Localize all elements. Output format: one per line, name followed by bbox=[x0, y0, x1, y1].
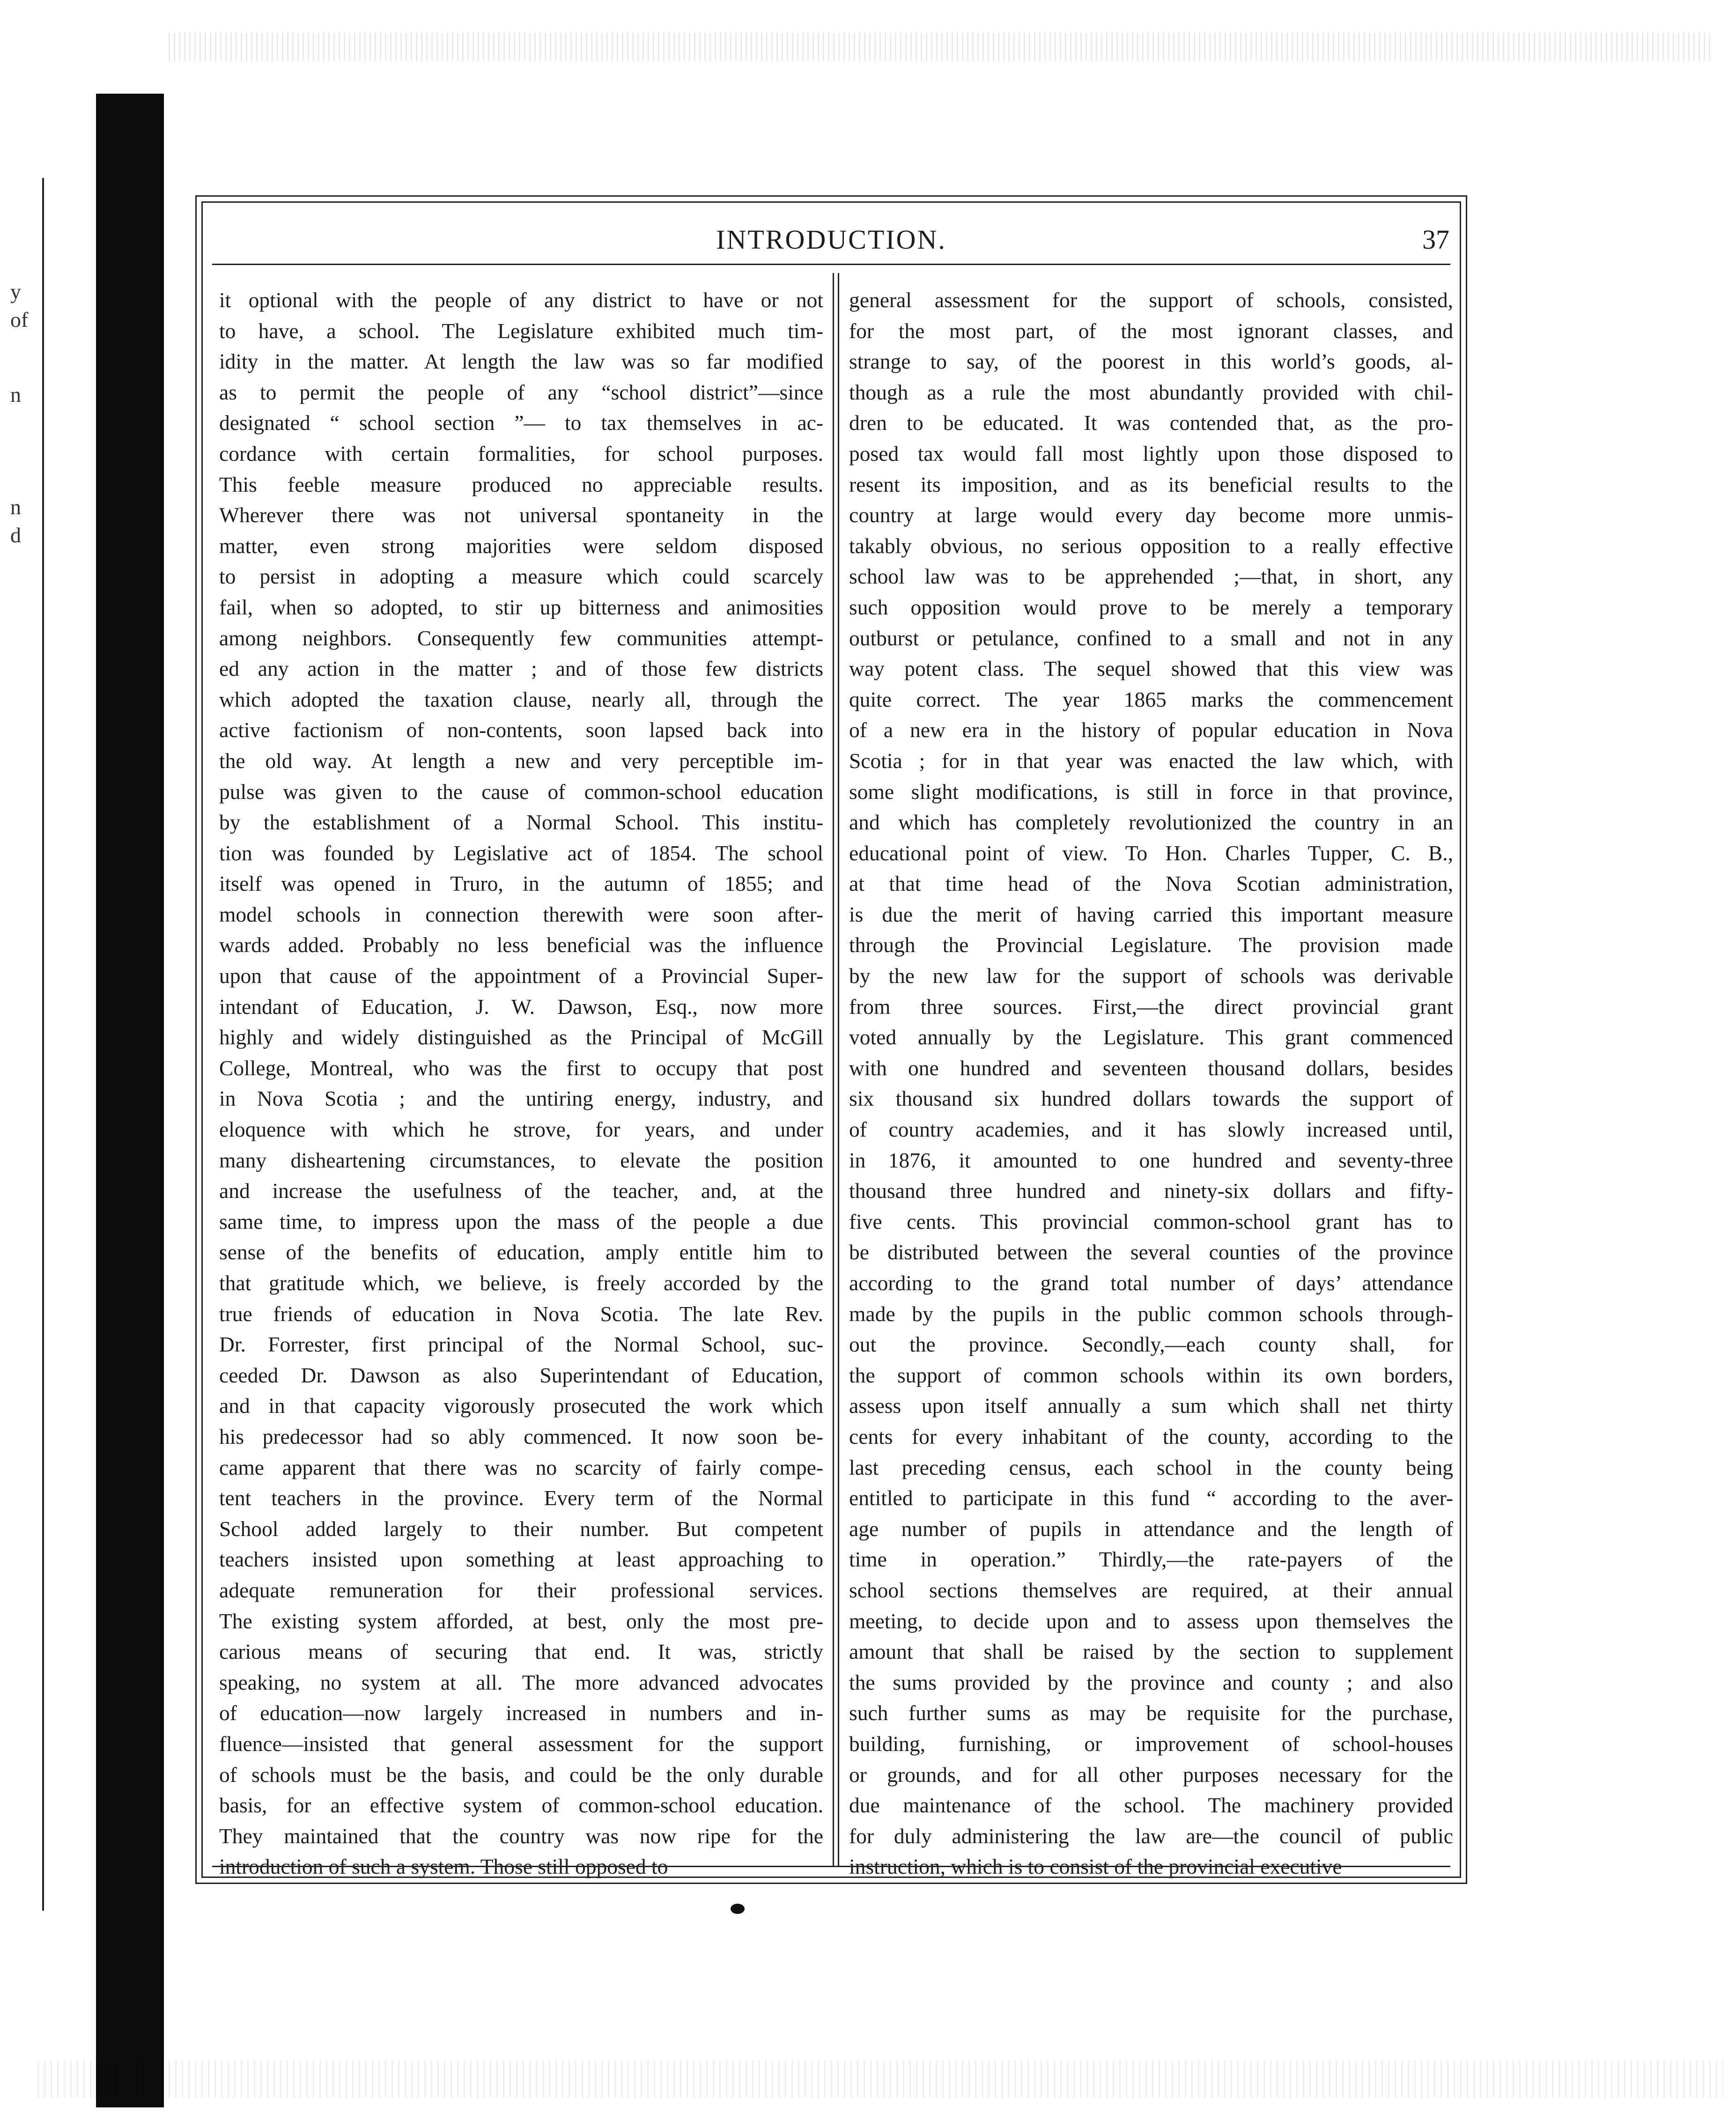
adjacent-page-fragments bbox=[0, 178, 44, 1911]
text-line: by the establishment of a Normal School. This institu- bbox=[219, 810, 823, 835]
column-divider bbox=[833, 273, 839, 1867]
text-line: of schools must be the basis, and could be the only durable bbox=[219, 1762, 823, 1787]
text-column-right bbox=[849, 285, 1453, 1879]
text-line: of a new era in the history of popular education in Nova bbox=[849, 718, 1453, 742]
page-frame bbox=[201, 201, 1461, 1878]
book-spine-shadow bbox=[96, 94, 164, 2107]
text-line: came apparent that there was no scarcity of fairly compe- bbox=[219, 1455, 823, 1479]
text-line: Wherever there was not universal spontaneity in the bbox=[219, 503, 823, 527]
text-line: true friends of education in Nova Scotia. The late Rev. bbox=[219, 1301, 823, 1326]
text-line: highly and widely distinguished as the Principal of McGill bbox=[219, 1025, 823, 1049]
text-line: in 1876, it amounted to one hundred and seventy-three bbox=[849, 1148, 1453, 1172]
text-line: building, furnishing, or improvement of school-houses bbox=[849, 1731, 1453, 1756]
text-line: adequate remuneration for their professional services. bbox=[219, 1578, 823, 1602]
text-line: quite correct. The year 1865 marks the commencement bbox=[849, 687, 1453, 711]
text-line: way potent class. The sequel showed that this view was bbox=[849, 657, 1453, 681]
text-line: itself was opened in Truro, in the autumn of 1855; and bbox=[219, 872, 823, 896]
text-line: general assessment for the support of schools, consisted, bbox=[849, 288, 1453, 312]
text-line: meeting, to decide upon and to assess upon themselves the bbox=[849, 1609, 1453, 1633]
text-line: as to permit the people of any “school district”—since bbox=[219, 380, 823, 404]
text-line: eloquence with which he strove, for years, and under bbox=[219, 1117, 823, 1142]
text-line: They maintained that the country was now ripe for the bbox=[219, 1824, 823, 1848]
text-line: and in that capacity vigorously prosecuted the work which bbox=[219, 1394, 823, 1418]
header-rule bbox=[212, 264, 1450, 265]
text-line: dren to be educated. It was contended that, as the pro- bbox=[849, 411, 1453, 435]
text-line: posed tax would fall most lightly upon those disposed to bbox=[849, 441, 1453, 465]
text-line: time in operation.” Thirdly,—the rate-payers of the bbox=[849, 1547, 1453, 1572]
text-line: entitled to participate in this fund “ according to the aver- bbox=[849, 1486, 1453, 1510]
text-line: the support of common schools within its own borders, bbox=[849, 1363, 1453, 1387]
text-line: pulse was given to the cause of common-school education bbox=[219, 779, 823, 804]
text-line: which adopted the taxation clause, nearly all, through the bbox=[219, 687, 823, 711]
text-line: due maintenance of the school. The machinery provided bbox=[849, 1793, 1453, 1817]
text-line: out the province. Secondly,—each county shall, for bbox=[849, 1332, 1453, 1357]
text-line: school law was to be apprehended ;—that, in short, any bbox=[849, 564, 1453, 589]
text-line: active factionism of non-contents, soon lapsed back into bbox=[219, 718, 823, 742]
text-line: tent teachers in the province. Every term of the Normal bbox=[219, 1486, 823, 1510]
text-line: ceeded Dr. Dawson as also Superintendant of Education, bbox=[219, 1363, 823, 1387]
text-line: for the most part, of the most ignorant classes, and bbox=[849, 318, 1453, 343]
text-line: though as a rule the most abundantly provided with chil- bbox=[849, 380, 1453, 404]
text-line: with one hundred and seventeen thousand dollars, besides bbox=[849, 1056, 1453, 1080]
margin-fragment: d bbox=[10, 523, 21, 547]
text-line: six thousand six hundred dollars towards the support of bbox=[849, 1086, 1453, 1111]
text-line: of country academies, and it has slowly increased until, bbox=[849, 1117, 1453, 1142]
text-line: designated “ school section ”— to tax themselves in ac- bbox=[219, 411, 823, 435]
text-line: same time, to impress upon the mass of the people a due bbox=[219, 1209, 823, 1234]
text-line: his predecessor had so ably commenced. It now soon be- bbox=[219, 1424, 823, 1448]
text-line: The existing system afforded, at best, only the most pre- bbox=[219, 1609, 823, 1633]
text-line: to have, a school. The Legislature exhibited much tim- bbox=[219, 318, 823, 343]
text-line: basis, for an effective system of common-school education. bbox=[219, 1793, 823, 1817]
text-line: outburst or petulance, confined to a small and not in any bbox=[849, 626, 1453, 650]
text-line: age number of pupils in attendance and the length of bbox=[849, 1516, 1453, 1541]
text-line: the sums provided by the province and county ; and also bbox=[849, 1670, 1453, 1694]
text-line: or grounds, and for all other purposes necessary for the bbox=[849, 1762, 1453, 1787]
scan-noise-bottom bbox=[37, 2061, 1723, 2098]
text-line: for duly administering the law are—the council of public bbox=[849, 1824, 1453, 1848]
scan-noise-top bbox=[169, 33, 1714, 61]
text-line: country at large would every day become more unmis- bbox=[849, 503, 1453, 527]
text-line: such opposition would prove to be merely a temporary bbox=[849, 595, 1453, 619]
text-line: is due the merit of having carried this important measure bbox=[849, 902, 1453, 926]
text-line: carious means of securing that end. It was, strictly bbox=[219, 1640, 823, 1664]
text-line: upon that cause of the appointment of a Provincial Super- bbox=[219, 964, 823, 988]
text-line: to persist in adopting a measure which could scarcely bbox=[219, 564, 823, 589]
text-line: teachers insisted upon something at least approaching to bbox=[219, 1547, 823, 1572]
text-line: some slight modifications, is still in force in that province, bbox=[849, 779, 1453, 804]
text-line: ed any action in the matter ; and of those few districts bbox=[219, 657, 823, 681]
text-line: idity in the matter. At length the law was so far modified bbox=[219, 349, 823, 374]
text-line: tion was founded by Legislative act of 1854. The school bbox=[219, 841, 823, 865]
text-line: educational point of view. To Hon. Charles Tupper, C. B., bbox=[849, 841, 1453, 865]
text-line: such further sums as may be requisite for the purchase, bbox=[849, 1701, 1453, 1725]
text-line: through the Provincial Legislature. The provision made bbox=[849, 933, 1453, 957]
text-line: School added largely to their number. But competent bbox=[219, 1516, 823, 1541]
text-line: voted annually by the Legislature. This grant commenced bbox=[849, 1025, 1453, 1049]
margin-fragment: n bbox=[10, 383, 21, 406]
text-line: from three sources. First,—the direct provincial grant bbox=[849, 994, 1453, 1019]
page-number: 37 bbox=[1422, 224, 1449, 255]
text-line: College, Montreal, who was the first to occupy that post bbox=[219, 1056, 823, 1080]
text-line: fail, when so adopted, to stir up bitterness and animosities bbox=[219, 595, 823, 619]
text-line: model schools in connection therewith were soon after- bbox=[219, 902, 823, 926]
text-line: by the new law for the support of schools was derivable bbox=[849, 964, 1453, 988]
text-line: takably obvious, no serious opposition to a really effective bbox=[849, 533, 1453, 558]
text-line: be distributed between the several counties of the province bbox=[849, 1240, 1453, 1264]
text-line: Dr. Forrester, first principal of the Normal School, suc- bbox=[219, 1332, 823, 1357]
margin-fragment: of bbox=[10, 308, 29, 332]
text-line: of education—now largely increased in numbers and in- bbox=[219, 1701, 823, 1725]
text-line: fluence—insisted that general assessment for the support bbox=[219, 1731, 823, 1756]
text-line: last preceding census, each school in the county being bbox=[849, 1455, 1453, 1479]
text-line: resent its imposition, and as its beneficial results to the bbox=[849, 472, 1453, 496]
text-line: at that time head of the Nova Scotian administration, bbox=[849, 872, 1453, 896]
ink-blot bbox=[731, 1904, 745, 1914]
text-column-left bbox=[219, 285, 823, 1879]
text-line: school sections themselves are required, at their annual bbox=[849, 1578, 1453, 1602]
text-line: the old way. At length a new and very perceptible im- bbox=[219, 748, 823, 773]
text-line: made by the pupils in the public common schools through- bbox=[849, 1301, 1453, 1326]
text-line: according to the grand total number of days’ attendance bbox=[849, 1271, 1453, 1295]
text-line: many disheartening circumstances, to elevate the position bbox=[219, 1148, 823, 1172]
page-title: INTRODUCTION. bbox=[716, 224, 946, 255]
text-line: it optional with the people of any district to have or not bbox=[219, 288, 823, 312]
text-line: wards added. Probably no less beneficial was the influence bbox=[219, 933, 823, 957]
text-line: assess upon itself annually a sum which shall net thirty bbox=[849, 1394, 1453, 1418]
text-line: and which has completely revolutionized the country in an bbox=[849, 810, 1453, 835]
text-line: sense of the benefits of education, amply entitle him to bbox=[219, 1240, 823, 1264]
text-line: introduction of such a system. Those still opposed to bbox=[219, 1854, 668, 1879]
margin-fragment: n bbox=[10, 495, 21, 519]
text-line: thousand three hundred and ninety-six dollars and fifty- bbox=[849, 1179, 1453, 1203]
text-line: speaking, no system at all. The more advanced advocates bbox=[219, 1670, 823, 1694]
text-line: amount that shall be raised by the section to supplement bbox=[849, 1640, 1453, 1664]
text-line: in Nova Scotia ; and the untiring energy, industry, and bbox=[219, 1086, 823, 1111]
footer-rule bbox=[212, 1866, 1450, 1867]
text-line: This feeble measure produced no appreciable results. bbox=[219, 472, 823, 496]
text-line: among neighbors. Consequently few communities attempt- bbox=[219, 626, 823, 650]
text-line: cordance with certain formalities, for school purposes. bbox=[219, 441, 823, 465]
text-line: matter, even strong majorities were seldom disposed bbox=[219, 533, 823, 558]
running-head bbox=[203, 224, 1460, 257]
text-line: and increase the usefulness of the teacher, and, at the bbox=[219, 1179, 823, 1203]
text-line: instruction, which is to consist of the provincial executive bbox=[849, 1854, 1342, 1879]
margin-fragment: y bbox=[10, 280, 21, 303]
text-line: Scotia ; for in that year was enacted the law which, with bbox=[849, 748, 1453, 773]
text-line: strange to say, of the poorest in this world’s goods, al- bbox=[849, 349, 1453, 374]
text-line: five cents. This provincial common-school grant has to bbox=[849, 1209, 1453, 1234]
text-line: intendant of Education, J. W. Dawson, Esq., now more bbox=[219, 994, 823, 1019]
text-line: that gratitude which, we believe, is freely accorded by the bbox=[219, 1271, 823, 1295]
text-line: cents for every inhabitant of the county, according to the bbox=[849, 1424, 1453, 1448]
